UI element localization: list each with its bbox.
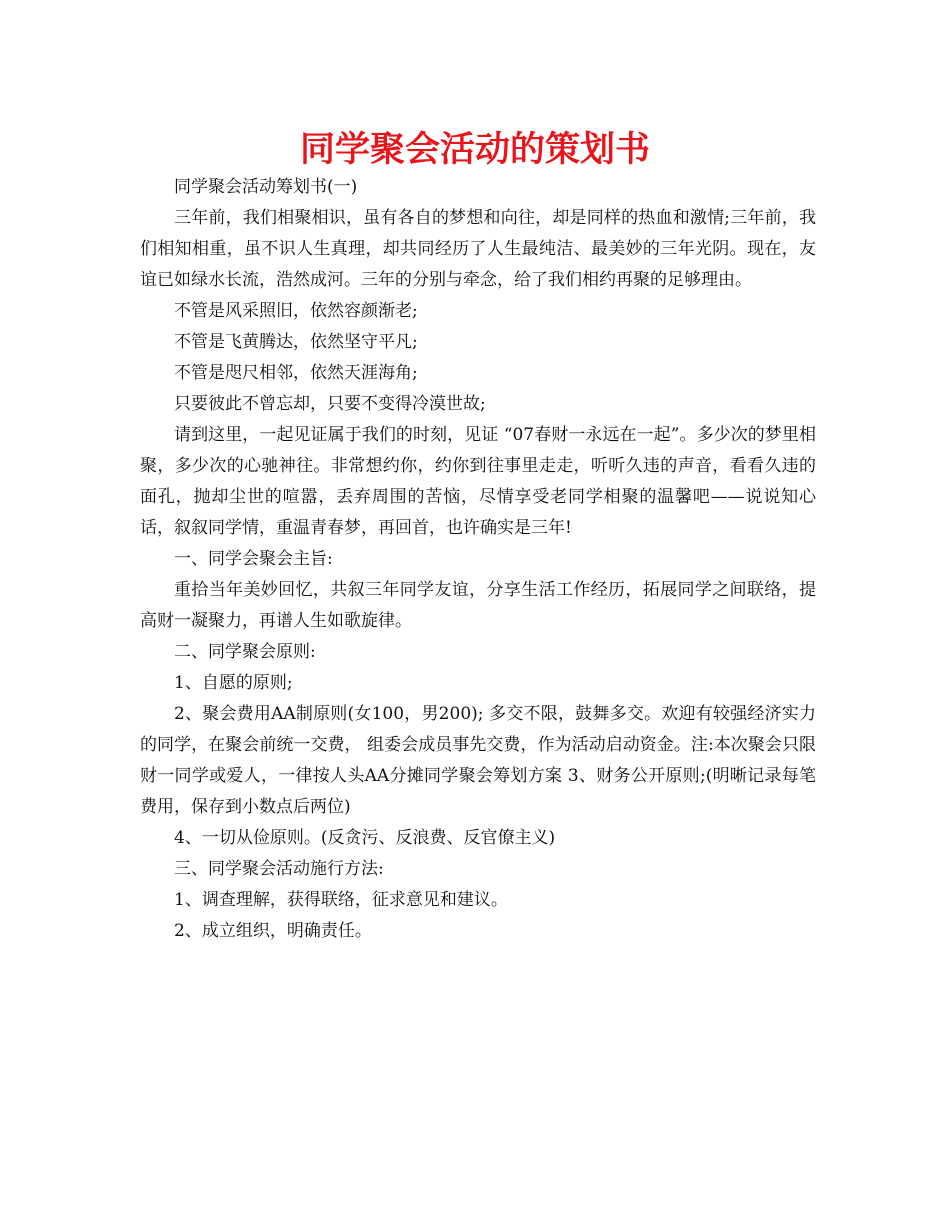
section-heading: 同学聚会活动筹划书(一) <box>174 177 358 197</box>
paragraph: 不管是风采照旧，依然容颜渐老; <box>174 301 418 321</box>
paragraph: 请到这里，一起见证属于我们的时刻，见证 “07春财一永远在一起”。多少次的梦里相聚，多少次的心驰神往。非常想约你，约你到往事里走走，听听久违的声音，看看久违的面孔，抛却尘世的喧嚣，丢弃周围的苦恼，尽情享受老同学相聚的温馨吧——说说知心话，叙叙同学情，重温青春梦，再回首，也许确实是三年! <box>140 425 816 538</box>
list-item: 1、自愿的原则; <box>174 673 293 693</box>
section-heading: 一、同学会聚会主旨: <box>174 549 333 569</box>
section-heading: 三、同学聚会活动施行方法: <box>174 859 384 879</box>
paragraph: 只要彼此不曾忘却，只要不变得冷漠世故; <box>174 394 486 414</box>
list-item: 1、调查理解，获得联络，征求意见和建议。 <box>174 890 508 910</box>
section-heading: 二、同学聚会原则: <box>174 642 316 662</box>
paragraph: 重拾当年美妙回忆，共叙三年同学友谊，分享生活工作经历，拓展同学之间联络，提高财一凝聚力，再谱人生如歌旋律。 <box>140 580 816 631</box>
list-item: 2、聚会费用AA制原则(女100，男200); 多交不限，鼓舞多交。欢迎有较强经济实力的同学，在聚会前统一交费， 组委会成员事先交费，作为活动启动资金。注:本次聚会只限财一同学或爱人，一律按人头AA分摊同学聚会筹划方案 3、财务公开原则;(明晰记录每笔费用，保存到小数点后两位) <box>140 704 816 817</box>
paragraph: 三年前，我们相聚相识，虽有各自的梦想和向往，却是同样的热血和激情;三年前，我们相知相重，虽不识人生真理，却共同经历了人生最纯洁、最美妙的三年光阴。现在，友谊已如绿水长流，浩然成河。三年的分别与牵念，给了我们相约再聚的足够理由。 <box>140 208 816 290</box>
paragraph: 不管是飞黄腾达，依然坚守平凡; <box>174 332 418 352</box>
list-item: 4、一切从俭原则。(反贪污、反浪费、反官僚主义) <box>174 828 556 848</box>
list-item: 2、成立组织，明确责任。 <box>174 921 372 941</box>
paragraph: 不管是咫尺相邻，依然天涯海角; <box>174 363 418 383</box>
document-title: 同学聚会活动的策划书 <box>299 130 650 170</box>
document-body <box>140 172 816 947</box>
